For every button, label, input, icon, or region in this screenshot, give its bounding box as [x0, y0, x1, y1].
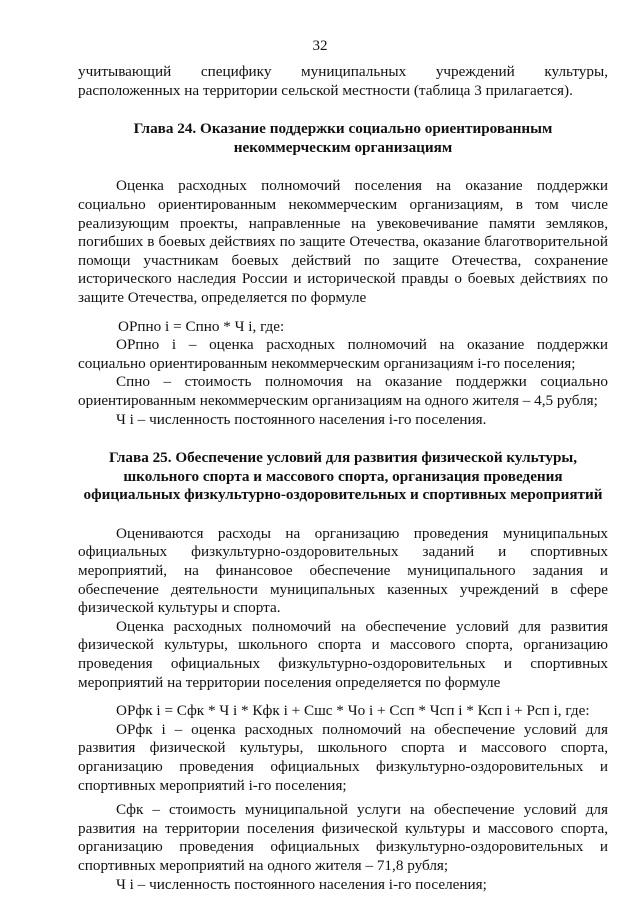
chapter-24-definition-1: ОРпно i – оценка расходных полномочий на оказание поддержки социально ориентированным некоммерческим организациям i-го поселения;: [78, 336, 608, 372]
chapter-25-definition-2: Сфк – стоимость муниципальной услуги на обеспечение условий для развития на территории поселения физической культуры и массового спорта, организацию проведения официальных физкультурно-оздоровительных и спортивных мероприятий на одного жителя – 71,8 рубля;: [78, 801, 608, 874]
intro-paragraph: учитывающий специфику муниципальных учреждений культуры, расположенных на территории сельской местности (таблица 3 прилагается).: [78, 63, 608, 99]
document-body: [78, 63, 608, 894]
chapter-24-paragraph: Оценка расходных полномочий поселения на оказание поддержки социально ориентированным некоммерческим организациям, в том числе реализующим проекты, направленные на увековечивание памяти земляков, погибших в боевых действиях по защите Отечества, оказание благотворительной помощи участникам боевых действий по защите Отечества, сохранение исторического наследия России и исторической правды о боевых действиях по защите Отечества, определяется по формуле: [78, 177, 608, 306]
chapter-25-definition-1: ОРфк i – оценка расходных полномочий на обеспечение условий для развития физической культуры, школьного спорта и массового спорта, организацию проведения официальных физкультурно-оздоровительных и спортивных мероприятий i-го поселения;: [78, 720, 608, 794]
chapter-25-paragraph-1: Оцениваются расходы на организацию проведения муниципальных официальных физкультурно-оздоровительных заданий и спортивных мероприятий, на финансовое обеспечение муниципального задания и обеспечение деятельности муниципальных казенных учреждений в сфере физической культуры и спорта.: [78, 524, 608, 617]
chapter-25-paragraph-2: Оценка расходных полномочий на обеспечение условий для развития физической культуры, школьного спорта и массового спорта, организацию проведения официальных физкультурно-оздоровительных и спортивных мероприятий на территории поселения определяется по формуле: [78, 617, 608, 691]
chapter-24-definition-2: Спно – стоимость полномочия на оказание поддержки социально ориентированным некоммерческим организациям на одного жителя – 4,5 рубля;: [78, 373, 608, 409]
chapter-24-title: Глава 24. Оказание поддержки социально ориентированным некоммерческим организациям: [133, 120, 553, 156]
chapter-25-title: Глава 25. Обеспечение условий для развития физической культуры, школьного спорта и массового спорта, организация проведения официальных физкультурно-оздоровительных и спортивных мероприятий: [83, 449, 603, 504]
page-number: 32: [312, 38, 328, 54]
chapter-24-formula: ОРпно i = Спно * Ч i, где:: [118, 317, 285, 335]
chapter-25-definition-3: Ч i – численность постоянного населения i-го поселения;: [116, 875, 487, 893]
chapter-25-formula: ОРфк i = Сфк * Ч i * Кфк i + Сшс * Чо i + Ссп * Чсп i * Ксп i + Рсп i, где:: [116, 702, 590, 720]
chapter-24-definition-3: Ч i – численность постоянного населения i-го поселения.: [116, 410, 487, 428]
